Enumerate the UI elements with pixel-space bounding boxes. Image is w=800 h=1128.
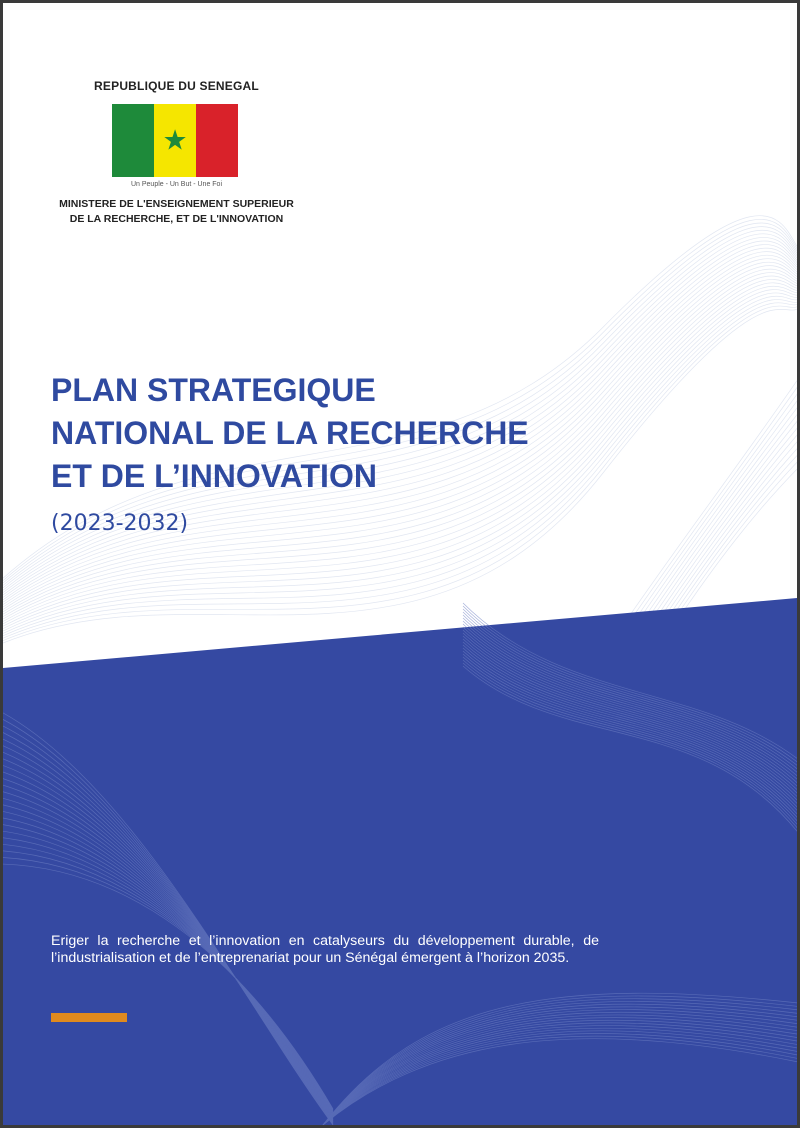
- national-motto: Un Peuple - Un But - Une Foi: [130, 181, 223, 188]
- title-line-3: ET DE L’INNOVATION: [51, 458, 377, 494]
- ministry-line-2: DE LA RECHERCHE, ET DE L'INNOVATION: [69, 213, 284, 225]
- document-cover-page: [3, 3, 797, 1125]
- flag-green-band: [112, 104, 154, 177]
- orange-accent-bar: [51, 1013, 127, 1022]
- flag-red-band: [196, 104, 238, 177]
- flag-yellow-band: [154, 104, 196, 177]
- plan-period: (2023-2032): [51, 511, 189, 536]
- title-line-1: PLAN STRATEGIQUE: [51, 372, 376, 408]
- ministry-name: [49, 197, 304, 227]
- vision-statement: Eriger la recherche et l’innovation en catalyseurs du développement durable, de l’industrialisation et de l’entreprenariat pour un Sénégal émergent à l’horizon 2035.: [51, 933, 599, 966]
- ministry-line-1: MINISTERE DE L'ENSEIGNEMENT SUPERIEUR: [59, 198, 294, 210]
- country-name: REPUBLIQUE DU SENEGAL: [94, 79, 259, 93]
- star-icon: ★: [162, 122, 188, 156]
- document-title: [51, 369, 691, 498]
- republic-emblem: [49, 71, 304, 231]
- title-line-2: NATIONAL DE LA RECHERCHE: [51, 415, 529, 451]
- senegal-flag: [112, 104, 238, 177]
